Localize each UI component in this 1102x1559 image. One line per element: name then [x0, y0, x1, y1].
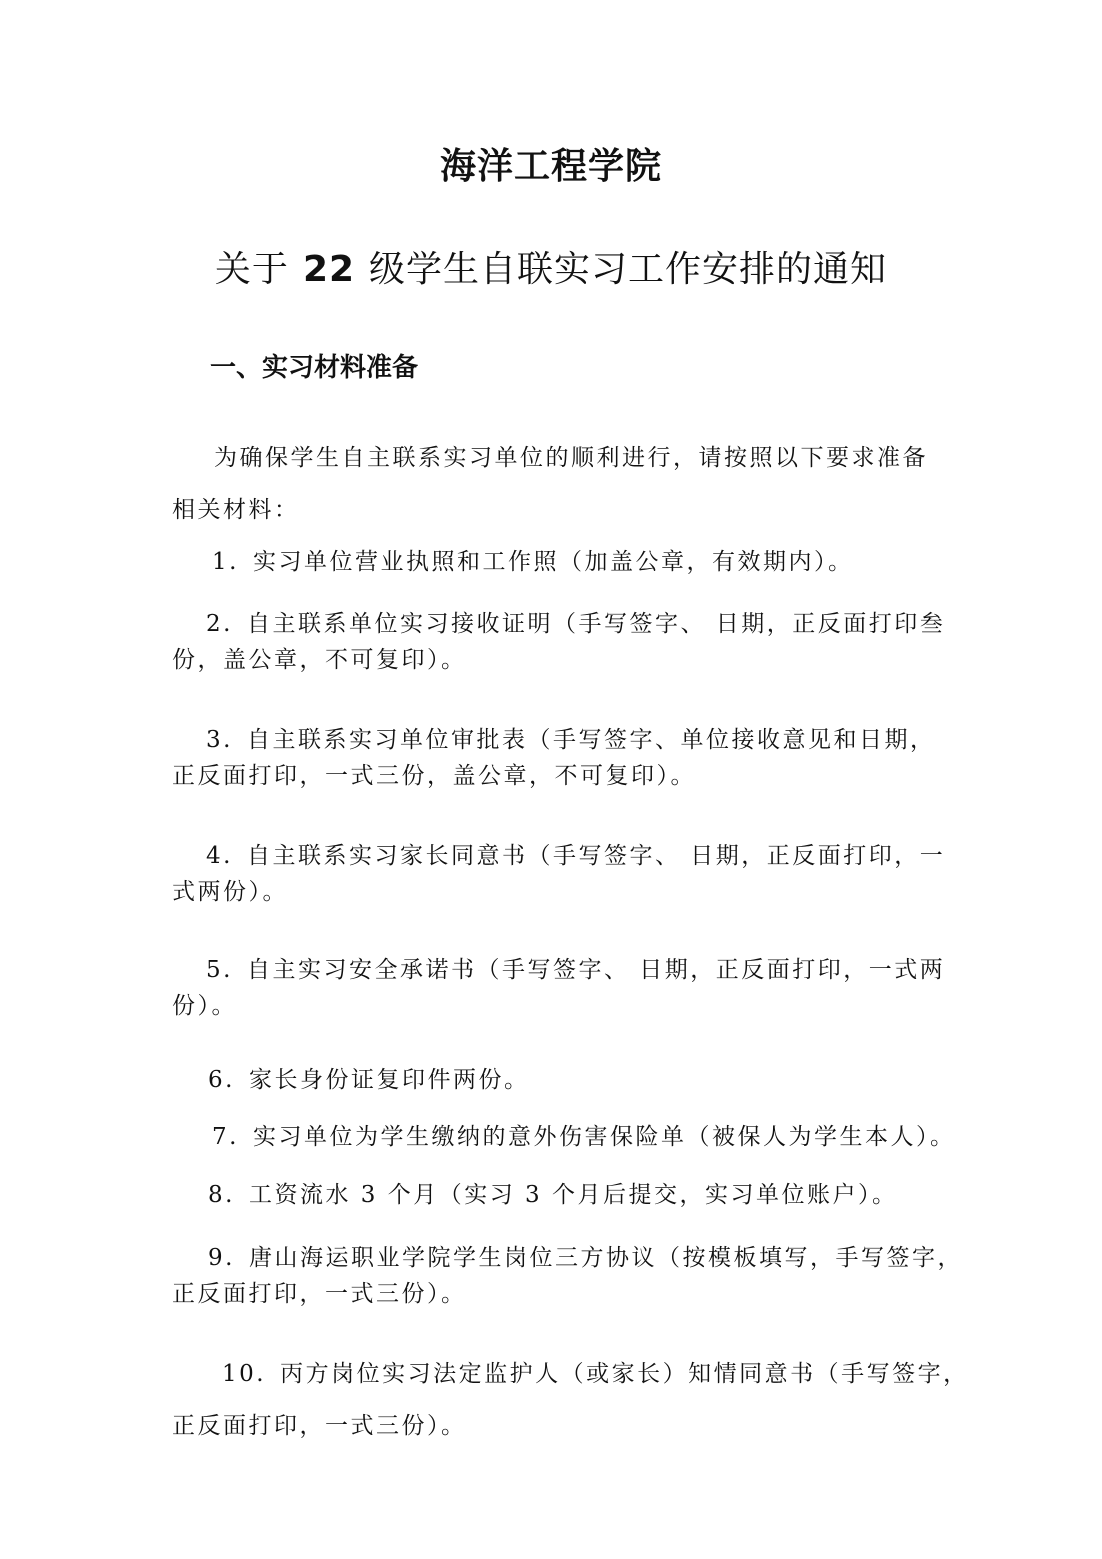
- list-item-number: 1.: [212, 549, 239, 575]
- title-prefix: 关于: [214, 249, 289, 290]
- list-item-continuation: 份）。: [172, 993, 237, 1019]
- list-item: [172, 606, 946, 678]
- list-item: [172, 1060, 940, 1100]
- section-heading: 一、实习材料准备: [210, 353, 419, 383]
- list-item-number: 2.: [206, 611, 233, 637]
- list-item: [172, 722, 940, 794]
- list-item-continuation: 正反面打印，一式三份，盖公章，不可复印）。: [172, 763, 696, 789]
- list-item-text: 自主联系实习单位审批表（手写签字、单位接收意见和日期，: [246, 727, 936, 753]
- list-item: [172, 952, 946, 1024]
- list-item: [172, 1240, 963, 1312]
- list-item: [172, 542, 940, 582]
- list-item-text: 工资流水 3 个月（实习 3 个月后提交，实习单位账户）。: [248, 1182, 898, 1208]
- intro-paragraph: [172, 432, 940, 536]
- list-item-number: 5.: [206, 957, 233, 983]
- org-title: 海洋工程学院: [439, 146, 662, 187]
- title-suffix: 级学生自联实习工作安排的通知: [369, 249, 888, 290]
- list-item-number: 9.: [208, 1245, 235, 1271]
- list-item-number: 6.: [208, 1067, 235, 1093]
- title-grade-number: 22: [302, 249, 356, 290]
- list-item-continuation: 正反面打印，一式三份）。: [172, 1413, 467, 1439]
- list-item-number: 4.: [206, 843, 233, 869]
- list-item-number: 8.: [208, 1182, 235, 1208]
- list-item-text: 自主联系单位实习接收证明（手写签字、 日期，正反面打印叁: [246, 611, 946, 637]
- list-item-text: 实习单位为学生缴纳的意外伤害保险单（被保人为学生本人）。: [252, 1124, 956, 1150]
- list-item-continuation: 正反面打印，一式三份）。: [172, 1281, 467, 1307]
- intro-line-1: 为确保学生自主联系实习单位的顺利进行，请按照以下要求准备: [214, 445, 928, 471]
- list-item-text: 丙方岗位实习法定监护人（或家长）知情同意书（手写签字，: [280, 1361, 969, 1387]
- list-item-text: 实习单位营业执照和工作照（加盖公章，有效期内）。: [252, 549, 854, 575]
- list-item: [172, 1117, 956, 1157]
- list-item: [172, 1348, 969, 1452]
- list-item-text: 自主联系实习家长同意书（手写签字、 日期，正反面打印，一: [246, 843, 946, 869]
- document-title: [0, 245, 1102, 295]
- list-item-continuation: 式两份）。: [172, 879, 288, 905]
- list-item-text: 唐山海运职业学院学生岗位三方协议（按模板填写，手写签字，: [248, 1245, 963, 1271]
- list-item-continuation: 份，盖公章，不可复印）。: [172, 647, 467, 673]
- list-item: [172, 838, 946, 910]
- intro-line-2: 相关材料：: [172, 497, 300, 523]
- list-item-text: 自主实习安全承诺书（手写签字、 日期，正反面打印，一式两: [246, 957, 946, 983]
- list-item: [172, 1175, 940, 1215]
- list-item-number: 10.: [222, 1361, 267, 1387]
- list-item-number: 3.: [206, 727, 233, 753]
- list-item-text: 家长身份证复印件两份。: [248, 1067, 530, 1093]
- list-item-number: 7.: [212, 1124, 239, 1150]
